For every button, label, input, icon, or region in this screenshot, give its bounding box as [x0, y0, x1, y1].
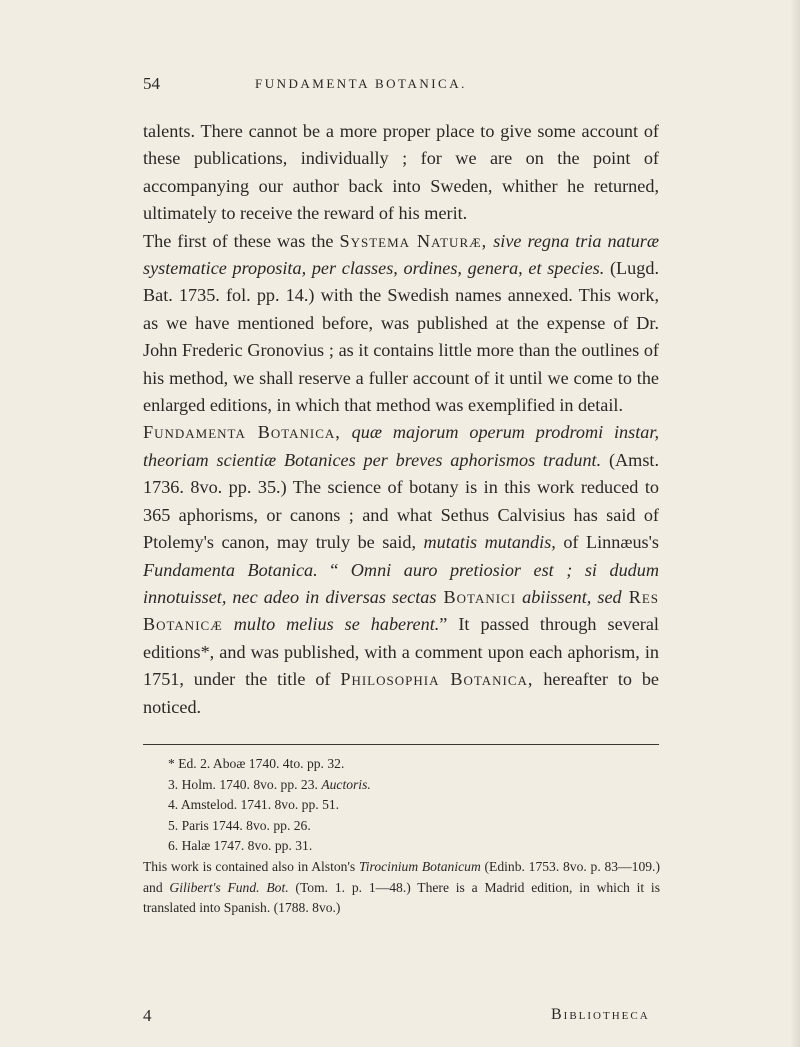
footnote-rule [143, 744, 659, 745]
p3-res-botanicae: Res Botanicæ [143, 586, 659, 635]
footnote-line [160, 775, 660, 796]
footnote-tirocinium: Tirocinium Botanicum [358, 858, 481, 874]
paragraph-1 [143, 118, 659, 228]
philosophia-botanica-title: Philosophia Botanica, [340, 669, 534, 690]
p3-quote-part-2: abiissent, sed [516, 586, 622, 607]
footnote-gilibert: Gilibert's Fund. Bot. [169, 879, 289, 895]
paragraph-1-text: talents. There cannot be a more proper place to give some account of these publications, individually ; for we are on the point of accompanying our author back into Sweden, whither he returned, ultimately to receive the reward of his merit. [143, 121, 659, 224]
systema-naturae-title: Systema Naturæ, [339, 230, 488, 251]
page-number: 54 [143, 74, 160, 93]
fundamenta-botanica-title: Fundamenta Botanica, [143, 422, 341, 443]
p3-text-e: hereafter to be noticed. [143, 669, 659, 717]
running-title: FUNDAMENTA BOTANICA. [255, 76, 467, 91]
footnote-cont-a: This work is contained also in Alston's [143, 858, 359, 874]
p3-italic-fundamenta: Fundamenta Botanica. [143, 559, 318, 580]
footnote-line-2-text: 3. Holm. 1740. 8vo. pp. 23. [168, 776, 322, 792]
footnote-cont-c: (Tom. 1. p. 1—48.) There is a Madrid edition, in which it is translated into Spanish. (1788. 8vo.) [143, 879, 660, 916]
footnote-auctoris: Auctoris. [321, 776, 371, 792]
footnote-line: 5. Paris 1744. 8vo. pp. 26. [168, 817, 311, 833]
p2-text-a: The first of these was the [143, 230, 340, 251]
footnote-line: * Ed. 2. Aboæ 1740. 4to. pp. 32. [168, 756, 345, 771]
p3-text-b: of Linnæus's [555, 532, 659, 553]
page-edge-shadow [790, 0, 800, 1047]
p3-latin-subtitle: quæ majorum operum prodromi instar, theoriam scientiæ Botanices per breves aphorismos tradunt. [143, 422, 659, 470]
catchword: Bibliotheca [551, 1006, 650, 1023]
p3-botanici: Botanici [436, 586, 517, 607]
p3-text-a: (Amst. 1736. 8vo. pp. 35.) The science of botany is in this work reduced to 365 aphorisms, or canons ; and what Sethus Calvisius has said of Ptolemy's canon, may truly be said, [143, 449, 660, 553]
p3-italic-mutatis: mutatis mutandis, [423, 532, 556, 553]
signature-mark: 4 [143, 1006, 152, 1025]
p3-text-d: ” It passed through several editions*, and was published, with a comment upon each aphorism, in 1751, under the title of [143, 614, 659, 690]
page-header [143, 74, 663, 98]
p2-latin-subtitle: sive regna tria naturæ systematice proposita, per classes, ordines, genera, et species. [143, 230, 659, 279]
p2-text-b: (Lugd. Bat. 1735. fol. pp. 14.) with the Swedish names annexed. This work, as we have mentioned before, was published at the expense of Dr. John Frederic Gronovius ; as it contains little more than the outlines of his method, we shall reserve a fuller account of it until we come to the enlarged editions, in which that method was exemplified in detail. [143, 258, 659, 416]
p3-quote-open: “ [317, 559, 351, 580]
footnotes [143, 754, 660, 919]
paragraph-2 [143, 228, 659, 420]
footnote-line: 4. Amstelod. 1741. 8vo. pp. 51. [168, 797, 340, 813]
footnote-continuation [143, 857, 660, 919]
footnote-line: 6. Halæ 1747. 8vo. pp. 31. [168, 838, 313, 854]
footnote-cont-b: (Edinb. 1753. 8vo. p. 83—109.) and [143, 858, 660, 895]
main-text [143, 118, 659, 721]
p3-quote-part-3: multo melius se haberent. [222, 614, 440, 635]
paragraph-3 [143, 419, 659, 720]
p3-quote-part-1: Omni auro pretiosior est ; si dudum innotuisset, nec adeo in diversas sectas [143, 559, 659, 607]
